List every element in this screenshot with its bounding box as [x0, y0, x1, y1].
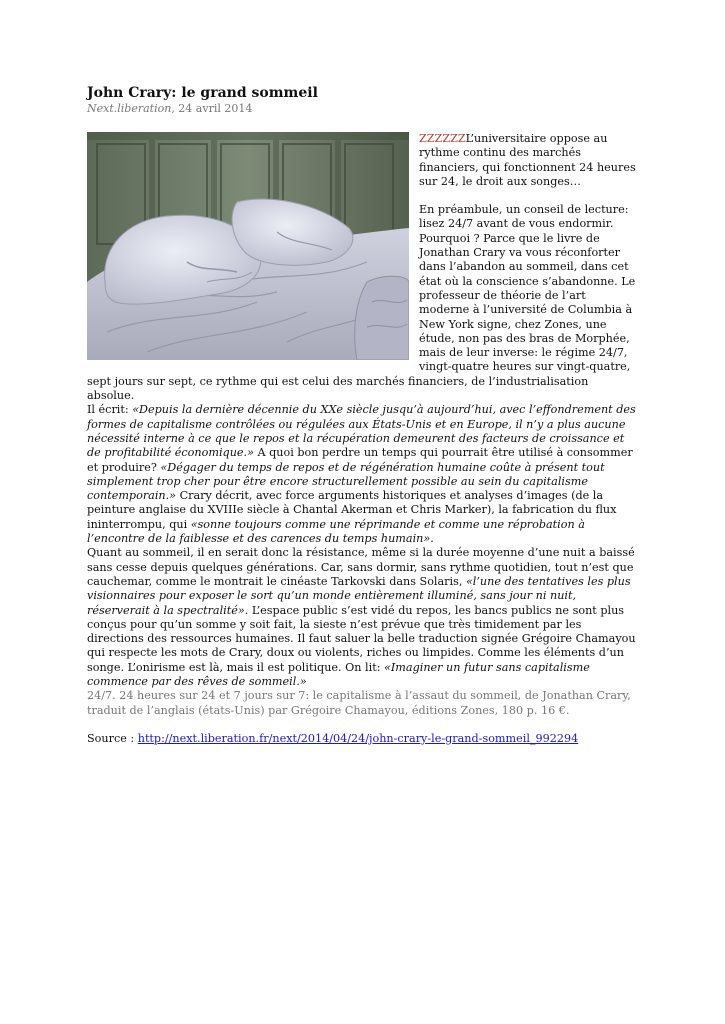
p3-text-b: . L’espace public s’est vidé du repos, les bancs publics ne sont plus conçus pour qu’un somme y soit fait, la sieste n’est prévue que très timidement par les directions des ressources humaines. Il faut saluer la belle traduction signée Grégoire Chamayou qui respecte les mots de Crary, doux ou violents, riches ou limpides. Comme les éléments d’un songe. L’onirisme est là, mais il est politique. On lit: — [87, 603, 636, 674]
source-link[interactable]: http://next.liberation.fr/next/2014/04/24/john-crary-le-grand-sommeil_992294 — [137, 731, 579, 745]
p2-text-d: . — [430, 532, 434, 546]
source-line — [87, 732, 639, 746]
article-byline — [87, 102, 639, 116]
p2-quote-1: «Depuis la dernière décennie du XXe siècle jusqu’à aujourd’hui, avec l’effondrement des formes de capitalisme contrôlées ou régulées aux États-Unis et en Europe, il n’y a plus aucune nécessité interne à ce que le repos et la récupération demeurent des facteurs de croissance et de profitabilité économique.» — [87, 403, 636, 460]
bed-pillows-photo — [87, 132, 409, 360]
p3-quote-2: «Imaginer un futur sans capitalisme commence par des rêves de sommeil.» — [87, 660, 590, 688]
article — [87, 85, 639, 746]
source-name: Next.liberation — [87, 102, 172, 115]
p2-text-a: Il écrit: — [87, 403, 133, 417]
p2-quote-2: «Dégager du temps de repos et de régénération humaine coûte à présent tout simplement trop cher pour être encore structurellement possible au sein du capitalisme contemporain.» — [87, 460, 605, 503]
bibliography: 24/7. 24 heures sur 24 et 7 jours sur 7: le capitalisme à l’assaut du sommeil, de Jonathan Crary, traduit de l’anglais (états-Unis) par Grégoire Chamayou, éditions Zones, 180 p. 16 €. — [87, 689, 631, 717]
intro-text: L’universitaire oppose au rythme continu des marchés financiers, qui fonctionnent 24 heures sur 24, le droit aux songes… — [419, 132, 636, 188]
intro-zz: ZZZZZZ — [419, 132, 466, 145]
paragraph-3 — [87, 546, 639, 689]
source-label: Source : — [87, 731, 138, 745]
article-date: , 24 avril 2014 — [171, 102, 253, 115]
p2-quote-3: «sonne toujours comme une réprimande et comme une réprobation à l’encontre de la faiblesse et des carences du temps humain» — [87, 517, 585, 546]
p2-text-b: A quoi bon perdre un temps qui pourrait être utilisé à consommer et produire? — [87, 446, 633, 474]
p3-text-a: Quant au sommeil, il en serait donc la résistance, même si la durée moyenne d’une nuit a baissé sans cesse depuis quelques générations. Car, sans dormir, sans rythme quotidien, tout n’est que cauchemar, comme le montrait le cinéaste Tarkovski dans Solaris, — [87, 546, 635, 588]
paragraph-1: En préambule, un conseil de lecture: lisez 24/7 avant de vous endormir. Pourquoi ? Parce que le livre de Jonathan Crary va vous réconforter dans l’abandon au sommeil, dans cet état où la conscience s’abandonne. Le professeur de théorie de l’art moderne à l’université de Columbia à New York signe, chez Zones, une étude, non pas des bras de Morphée, mais de leur inverse: le régime 24/7, vingt-quatre heures sur vingt-quatre, sept jours sur sept, ce rythme qui est celui des marchés financiers, de l’industrialisation absolue. — [87, 203, 636, 403]
p3-quote-1: «l’une des tentatives les plus visionnaires pour exposer le sort qu’un monde entièrement illuminé, sans jour ni nuit, réserverait à la spectralité» — [87, 574, 631, 617]
paragraph-2 — [87, 403, 639, 546]
p2-text-c: Crary décrit, avec force arguments historiques et analyses d’images (de la peinture anglaise du XVIIIe siècle à Chantal Akerman et Chris Marker), la fabrication du flux ininterrompu, qui — [87, 489, 617, 531]
article-title: John Crary: le grand sommeil — [87, 85, 318, 101]
